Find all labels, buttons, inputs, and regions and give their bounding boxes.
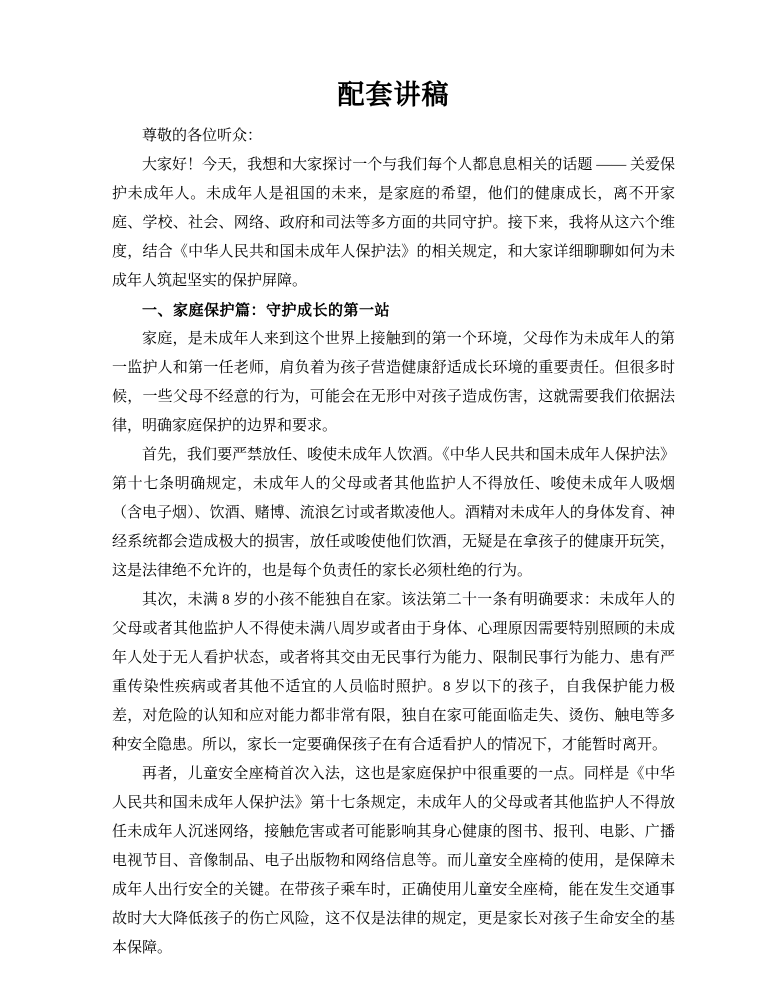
- paragraph-child-safety-seat: 再者，儿童安全座椅首次入法，这也是家庭保护中很重要的一点。同样是《中华人民共和国未成年人保护法》第十七条规定，未成年人的父母或者其他监护人不得放任未成年人沉迷网络，接触危害或者可能影响其身心健康的图书、报刊、电影、广播电视节目、音像制品、电子出版物和网络信息等。而儿童安全座椅的使用，是保障未成年人出行安全的关键。在带孩子乘车时，正确使用儿童安全座椅，能在发生交通事故时大大降低孩子的伤亡风险，这不仅是法律的规定，更是家长对孩子生命安全的基本保障。: [112, 766, 675, 956]
- paragraph-family-role: 家庭，是未成年人来到这个世界上接触到的第一个环境，父母作为未成年人的第一监护人和第一任老师，肩负着为孩子营造健康舒适成长环境的重要责任。但很多时候，一些父母不经意的行为，可能会在无形中对孩子造成伤害，这就需要我们依据法律，明确家庭保护的边界和要求。: [112, 331, 675, 434]
- section-heading-family-protection: 一、家庭保护篇：守护成长的第一站: [142, 302, 391, 319]
- paragraph-no-alcohol: 首先，我们要严禁放任、唆使未成年人饮酒。《中华人民共和国未成年人保护法》第十七条明确规定，未成年人的父母或者其他监护人不得放任、唆使未成年人吸烟（含电子烟）、饮酒、赌博、流浪乞讨或者欺凌他人。酒精对未成年人的身体发育、神经系统都会造成极大的损害，放任或唆使他们饮酒，无疑是在拿孩子的健康开玩笑，这是法律绝不允许的，也是每个负责任的家长必须杜绝的行为。: [112, 447, 675, 579]
- salutation-line: 尊敬的各位听众：: [142, 128, 263, 144]
- paragraph-no-home-alone: 其次，未满 8 岁的小孩不能独自在家。该法第二十一条有明确要求：未成年人的父母或者其他监护人不得使未满八周岁或者由于身体、心理原因需要特别照顾的未成年人处于无人看护状态，或者将其交由无民事行为能力、限制民事行为能力、患有严重传染性疾病或者其他不适宜的人员临时照护。8 岁以下的孩子，自我保护能力极差，对危险的认知和应对能力都非常有限，独自在家可能面临走失、烫伤、触电等多种安全隐患。所以，家长一定要确保孩子在有合适看护人的情况下，才能暂时离开。: [112, 592, 675, 753]
- intro-paragraph: 大家好！今天，我想和大家探讨一个与我们每个人都息息相关的话题 —— 关爱保护未成年人。未成年人是祖国的未来，是家庭的希望，他们的健康成长，离不开家庭、学校、社会、网络、政府和司法等多方面的共同守护。接下来，我将从这六个维度，结合《中华人民共和国未成年人保护法》的相关规定，和大家详细聊聊如何为未成年人筑起坚实的保护屏障。: [112, 157, 675, 289]
- document-title: 配套讲稿: [337, 80, 450, 110]
